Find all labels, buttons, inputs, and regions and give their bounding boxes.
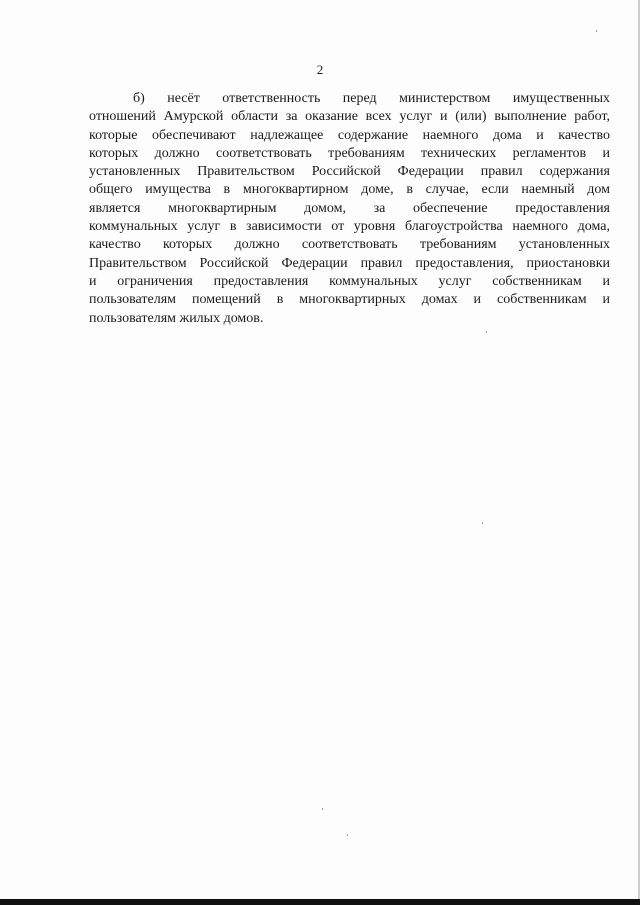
paragraph-line: является многоквартирным домом, за обеспечение предоставления [89,200,610,216]
scan-bottom-edge [0,899,640,905]
paragraph-line: отношений Амурской области за оказание всех услуг и (или) выполнение работ, [89,109,610,125]
page-number: 2 [316,62,324,77]
paragraph-line: пользователям жилых домов. [89,310,264,326]
paragraph-line: качество которых должно соответствовать требованиям установленных [89,237,610,253]
paragraph-line: общего имущества в многоквартирном доме, в случае, если наемный дом [89,182,610,198]
paragraph [89,90,610,328]
paragraph-line: пользователям помещений в многоквартирных домах и собственникам и [89,292,610,308]
paragraph-line: установленных Правительством Российской Федерации правил содержания [89,164,610,180]
paragraph-line: которые обеспечивают надлежащее содержание наемного дома и качество [89,127,610,143]
paragraph-line: и ограничения предоставления коммунальных услуг собственникам и [89,273,610,289]
paragraph-line: б) несёт ответственность перед министерством имущественных [133,91,610,106]
paragraph-line: коммунальных услуг в зависимости от уровня благоустройства наемного дома, [89,219,610,235]
scan-speck [486,331,487,333]
scan-speck [596,30,597,32]
scan-speck [322,808,323,810]
paragraph-line: которых должно соответствовать требованиям технических регламентов и [89,145,610,161]
scan-speck [482,522,483,524]
paragraph-line: Правительством Российской Федерации правил предоставления, приостановки [89,255,610,271]
scan-speck [347,834,348,836]
